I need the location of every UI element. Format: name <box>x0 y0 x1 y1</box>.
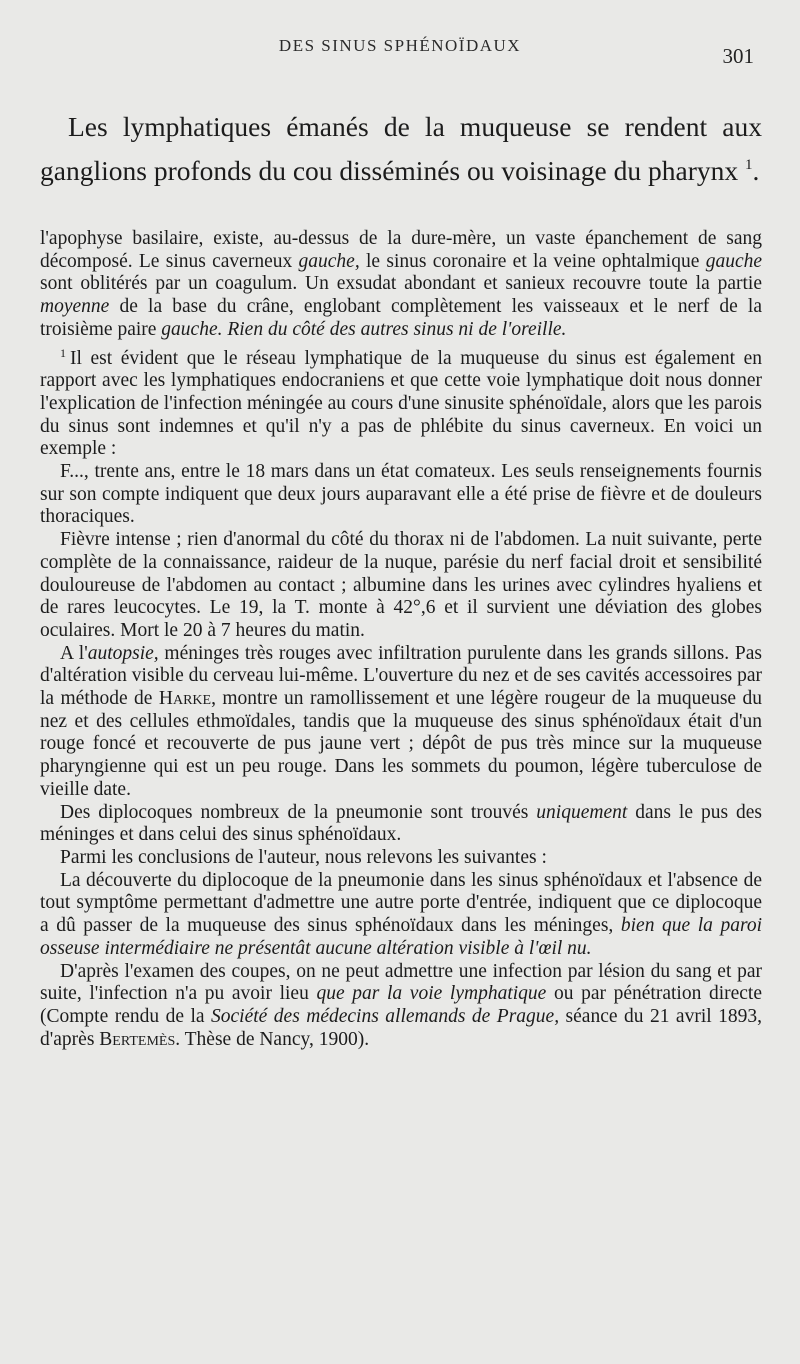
footnote-marker: 1 <box>60 345 66 360</box>
paragraph-conclusion-one <box>40 870 762 961</box>
italic-run: autopsie, <box>87 642 159 664</box>
italic-run: gauche <box>705 250 762 272</box>
body-text <box>40 228 762 1051</box>
italic-run: Société des médecins allemands de Prague, <box>211 1005 560 1027</box>
text-run: Des diplocoques nombreux de la pneumonie sont trouvés <box>60 801 537 823</box>
text-run: dans le pus des méninges et dans celui des sinus sphénoïdaux. <box>40 801 762 846</box>
lead-end: . <box>752 154 760 186</box>
text-run: séance du 21 avril 1893, d'après <box>40 1005 763 1050</box>
italic-run: que par la voie lymphatique <box>316 983 547 1005</box>
author-name: Bertemès <box>99 1028 176 1050</box>
italic-run: gauche. Rien du côté des autres sinus ni de l'oreille. <box>161 318 567 340</box>
page-number: 301 <box>722 44 754 68</box>
lead-text: Les lymphatiques émanés de la muqueuse se rendent aux ganglions profonds du cou disséminés ou voisinage du pharynx <box>40 110 762 186</box>
text-run: D'après l'examen des coupes, on ne peut admettre une infection par lésion du sang et par suite, l'infection n'a pu avoir lieu <box>40 960 762 1005</box>
text-run: le sinus coronaire et la veine ophtalmique <box>359 250 706 272</box>
paragraph-autopsy <box>40 643 762 802</box>
text-run: l'apophyse basilaire, existe, au-dessus de la dure-mère, un vaste épanchement de sang décomposé. Le sinus caverneux <box>40 228 762 272</box>
running-title: DES SINUS SPHÉNOÏDAUX <box>278 36 522 55</box>
paragraph-conclusions-intro: Parmi les conclusions de l'auteur, nous relevons les suivantes : <box>60 846 547 868</box>
footnote-reference: 1 <box>744 156 753 173</box>
italic-run: gauche, <box>298 250 360 272</box>
paragraph-diplococci <box>40 802 762 847</box>
text-run: . Thèse de Nancy, 1900). <box>175 1028 370 1050</box>
lead-paragraph <box>40 108 762 190</box>
text-run: de la base du crâne, englobant complètement les vaisseaux et le nerf de la troisième paire <box>40 296 762 340</box>
text-run: ou par pénétration directe (Compte rendu de la <box>40 983 763 1027</box>
paragraph-case: F..., trente ans, entre le 18 mars dans un état comateux. Les seuls renseignements fournis sur son compte indiquent que deux jours auparavant elle a été prise de fièvre et de douleurs thoraciques. <box>40 461 762 528</box>
italic-run: moyenne <box>40 296 110 318</box>
italic-run: bien que la paroi osseuse intermédiaire ne présentât aucune altération visible à l'œil nu. <box>40 915 762 959</box>
text-run: montre un ramollissement et une légère rougeur de la muqueuse du nez et des cellules ethmoïdales, tandis que la muqueuse des sinus sphénoïdaux était d'un rouge foncé et recouverte de pus jaune vert ; dépôt de pus très mince sur la muqueuse pharyngienne qui est un peu rouge. Dans les sommets du poumon, légère tuberculose de vieille date. <box>40 688 763 800</box>
author-name: Harke, <box>158 688 216 710</box>
text-run: La découverte du diplocoque de la pneumonie dans les sinus sphénoïdaux et l'absence de tout symptôme permettant d'admettre une autre porte d'entrée, indiquent que ce diplocoque a dû passer de la muqueuse des sinus sphénoïdaux dans les méninges, <box>40 869 762 937</box>
paragraph-symptoms: Fièvre intense ; rien d'anormal du côté du thorax ni de l'abdomen. La nuit suivante, perte complète de la connaissance, raideur de la nuque, parésie du nerf facial droit et sensibilité douloureuse de l'abdomen au contact ; albumine dans les urines avec cylindres hyaliens et de rares leucocytes. Le 19, la T. monte à 42°,6 et il survient une déviation des globes oculaires. Mort le 20 à 7 heures du matin. <box>40 529 762 641</box>
italic-run: uniquement <box>536 801 628 823</box>
paragraph-conclusion-two <box>40 961 762 1052</box>
text-run: A l' <box>60 642 88 664</box>
text-run: Il est évident que le réseau lymphatique de la muqueuse du sinus est également en rapport avec les lymphatiques endocraniens et que cette voie lymphatique doit nous donner l'explication de l'infection méningée au cours d'une sinusite sphénoïdale, alors que les parois du sinus sont indemnes et qu'il n'y a pas de phlébite du sinus caverneux. En voici un exemple : <box>40 347 762 460</box>
text-run: méninges très rouges avec infiltration purulente dans les grands sillons. Pas d'altération visible du cerveau lui-même. L'ouverture du nez et de ses cavités accessoires par la méthode de <box>40 642 762 710</box>
footnote-paragraph <box>40 342 762 462</box>
paragraph-autopsy-continuation <box>40 228 762 342</box>
text-run: sont oblitérés par un coagulum. Un exsudat abondant et sanieux recouvre toute la partie <box>40 273 762 295</box>
